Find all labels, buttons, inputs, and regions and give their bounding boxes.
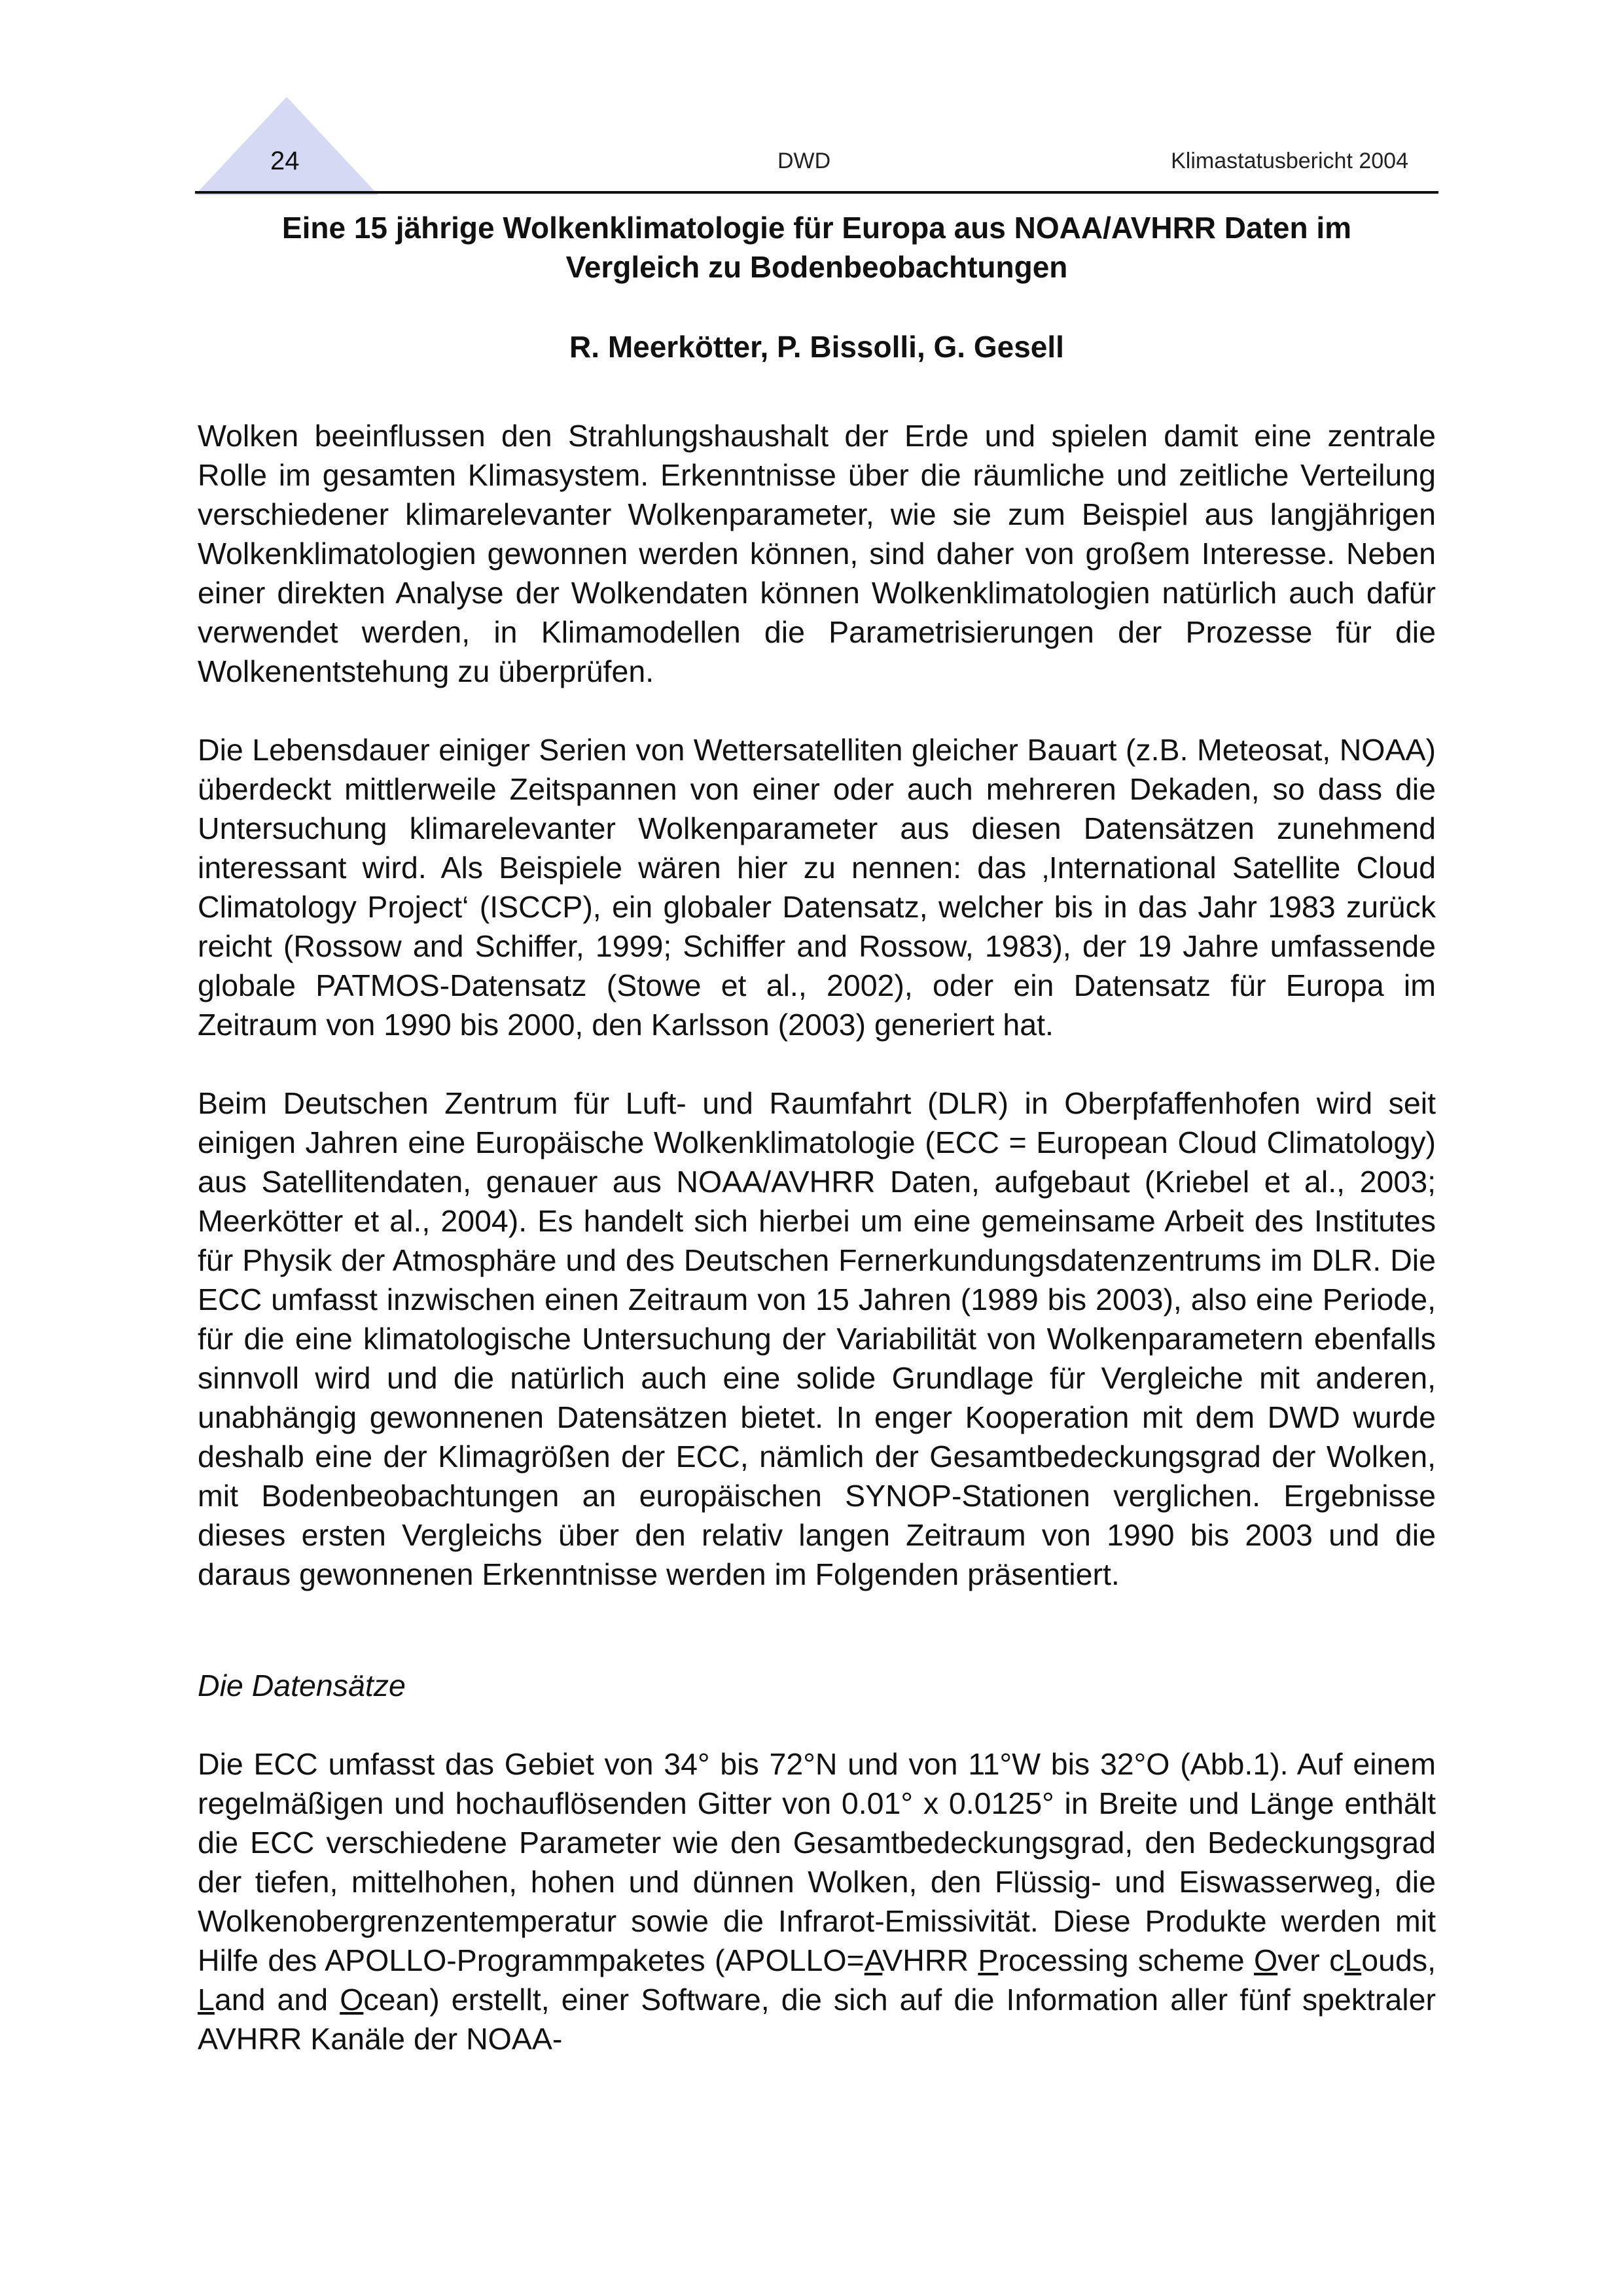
section-paragraph-part-1: Die ECC umfasst das Gebiet von 34° bis 72°N und von 11°W bis 32°O (Abb.1). Auf einem regelmäßigen und hochauflösenden Gitter von 0.01° x 0.0125° in Breite und Länge enthält die ECC verschiedene Parameter wie den Gesamtbedeckungsgrad, den Bedeckungsgrad der tiefen, mittelhohen, hohen und dünnen Wolken, den Flüssig- und Eiswasserweg, die Wolkenobergrenzentemperatur sowie die Infrarot-Emissivität. Diese Produkte werden mit Hilfe des APOLLO-Programmpaketes (APOLLO= <box>198 1747 1436 1977</box>
paragraph-2: Die Lebensdauer einiger Serien von Wettersatelliten gleicher Bauart (z.B. Meteosat, NOAA) überdeckt mittlerweile Zeitspannen von einer oder auch mehreren Dekaden, so dass die Untersuchung klimarelevanter Wolkenparameter aus diesen Datensätzen zunehmend interessant wird. Als Beispiele wären hier zu nennen: das ‚International Satellite Cloud Climatology Project‘ (ISCCP), ein globaler Datensatz, welcher bis in das Jahr 1983 zurück reicht (Rossow and Schiffer, 1999; Schiffer and Rossow, 1983), der 19 Jahre umfassende globale PATMOS-Datensatz (Stowe et al., 2002), oder ein Datensatz für Europa im Zeitraum von 1990 bis 2000, den Karlsson (2003) generiert hat. <box>198 733 1436 1042</box>
paragraph-1: Wolken beeinflussen den Strahlungshaushalt der Erde und spielen damit eine zentrale Rolle im gesamten Klimasystem. Erkenntnisse über die räumliche und zeitliche Verteilung verschiedener klimarelevanter Wolkenparameter, wie sie zum Beispiel aus langjährigen Wolkenklimatologien gewonnen werden können, sind daher von großem Interesse. Neben einer direkten Analyse der Wolkendaten können Wolkenklimatologien natürlich auch dafür verwendet werden, in Klimamodellen die Parametrisierungen der Prozesse für die Wolkenentstehung zu überprüfen. <box>198 419 1436 688</box>
header-divider <box>195 191 1438 194</box>
acronym-letter-o-2: O <box>340 1983 364 2017</box>
header-publisher: DWD <box>777 149 831 173</box>
acronym-text-clouds: ouds, <box>1361 1943 1436 1977</box>
acronym-text-land: and and <box>214 1983 340 2017</box>
acronym-text-ocean: cean <box>363 1983 430 2017</box>
article-title-line-1: Eine 15 jährige Wolkenklimatologie für Europa aus NOAA/AVHRR Daten im <box>281 211 1352 245</box>
article-body <box>198 416 1436 2058</box>
section-heading: Die Datensätze <box>198 1669 406 1703</box>
acronym-letter-p: P <box>978 1943 999 1977</box>
acronym-text-processing: rocessing scheme <box>998 1943 1254 1977</box>
acronym-letter-o: O <box>1253 1943 1278 1977</box>
section-paragraph <box>198 1744 1436 2058</box>
acronym-letter-l: L <box>1344 1943 1362 1977</box>
acronym-text-avhrr: VHRR <box>882 1943 978 1977</box>
header-report-title: Klimastatusbericht 2004 <box>1171 149 1408 173</box>
acronym-letter-a: A <box>864 1943 883 1977</box>
article-title-line-2: Vergleich zu Bodenbeobachtungen <box>565 250 1068 284</box>
acronym-text-over: ver c <box>1277 1943 1345 1977</box>
paragraph-3: Beim Deutschen Zentrum für Luft- und Raumfahrt (DLR) in Oberpfaffenhofen wird seit einigen Jahren eine Europäische Wolkenklimatologie (ECC = European Cloud Climatology) aus Satellitendaten, genauer aus NOAA/AVHRR Daten, aufgebaut (Kriebel et al., 2003; Meerkötter et al., 2004). Es handelt sich hierbei um eine gemeinsame Arbeit des Institutes für Physik der Atmosphäre und des Deutschen Fernerkundungsdatenzentrums im DLR. Die ECC umfasst inzwischen einen Zeitraum von 15 Jahren (1989 bis 2003), also eine Periode, für die eine klimatologische Untersuchung der Variabilität von Wolkenparametern ebenfalls sinnvoll wird und die natürlich auch eine solide Grundlage für Vergleiche mit anderen, unabhängig gewonnenen Datensätzen bietet. In enger Kooperation mit dem DWD wurde deshalb eine der Klimagrößen der ECC, nämlich der Gesamtbedeckungsgrad der Wolken, mit Bodenbeobachtungen an europäischen SYNOP-Stationen verglichen. Ergebnisse dieses ersten Vergleichs über den relativ langen Zeitraum von 1990 bis 2003 und die daraus gewonnenen Erkenntnisse werden im Folgenden präsentiert. <box>198 1086 1436 1591</box>
acronym-letter-l-2: L <box>198 1983 215 2017</box>
article-authors: R. Meerkötter, P. Bissolli, G. Gesell <box>569 330 1064 364</box>
page-number: 24 <box>270 147 300 175</box>
article-title <box>195 208 1438 287</box>
section-paragraph-part-2: ) erstellt, einer Software, die sich auf die Information aller fünf spektraler AVHRR Kanäle der NOAA- <box>198 1983 1436 2056</box>
